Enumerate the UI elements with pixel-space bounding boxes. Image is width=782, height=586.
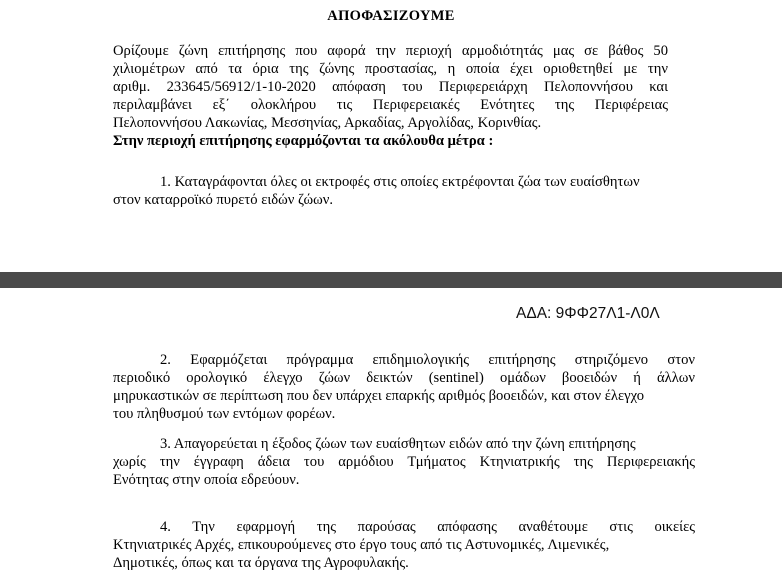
measures-heading: Στην περιοχή επιτήρησης εφαρμόζονται τα ακόλουθα μέτρα : [113, 133, 494, 149]
measure-line: στον καταρροϊκό πυρετό ειδών ζώων. [113, 192, 333, 208]
measure-line: 3. Απαγορεύεται η έξοδος ζώων των ευαίσθητων ειδών από την ζώνη επιτήρησης [160, 436, 636, 452]
measure-item-2 [113, 351, 695, 423]
intro-line: Ορίζουμε ζώνη επιτήρησης που αφορά την περιοχή αρμοδιότητάς μας σε βάθος 50 [113, 43, 668, 59]
ada-code: ΑΔΑ: 9ΦΦ27Λ1-Λ0Λ [516, 305, 660, 322]
measure-line: του πληθυσμού των εντόμων φορέων. [113, 406, 336, 422]
measure-line: 4. Την εφαρμογή της παρούσας απόφασης αναθέτουμε στις οικείες [160, 519, 695, 535]
intro-line: Πελοποννήσου Λακωνίας, Μεσσηνίας, Αρκαδίας, Αργολίδας, Κορινθίας. [113, 115, 542, 131]
measure-line: περιοδικό ορολογικό έλεγχο ζώων δεικτών (sentinel) ομάδων βοοειδών ή άλλων [113, 370, 695, 386]
measure-line: Δημοτικές, όπως και τα όργανα της Αγροφυλακής. [113, 555, 409, 571]
document-page-2 [0, 288, 782, 586]
measure-line: μηρυκαστικών σε περίπτωση που δεν υπάρχει επαρκής αριθμός βοοειδών, και στον έλεγχο [113, 388, 645, 404]
measure-line: Ενότητας στην οποία εδρεύουν. [113, 472, 300, 488]
page-separator [0, 272, 782, 288]
intro-paragraph [113, 42, 668, 150]
measure-item-1 [113, 173, 695, 209]
measure-line: Κτηνιατρικές Αρχές, επικουρούμενες στο έργο τους από τις Αστυνομικές, Λιμενικές, [113, 537, 610, 553]
measure-line: χωρίς την έγγραφη άδεια του αρμόδιου Τμήματος Κτηνιατρικής της Περιφερειακής [113, 454, 695, 470]
intro-line: περιλαμβάνει εξ΄ ολοκλήρου τις Περιφερειακές Ενότητες της Περιφέρειας [113, 97, 668, 113]
measure-item-3 [113, 435, 695, 489]
measure-line: 1. Καταγράφονται όλες οι εκτροφές στις οποίες εκτρέφονται ζώα των ευαίσθητων [160, 174, 640, 190]
measure-item-4 [113, 518, 695, 572]
intro-line: αριθμ. 233645/56912/1-10-2020 απόφαση του Περιφερειάρχη Πελοποννήσου και [113, 79, 668, 95]
document-page-1 [0, 0, 782, 272]
intro-line: χιλιομέτρων από τα όρια της ζώνης προστασίας, η οποία έχει οριοθετηθεί με την [113, 61, 668, 77]
decision-heading: ΑΠΟΦΑΣΙΖΟΥΜΕ [327, 8, 455, 24]
measure-line: 2. Εφαρμόζεται πρόγραμμα επιδημιολογικής επιτήρησης στηριζόμενο στον [160, 352, 695, 368]
